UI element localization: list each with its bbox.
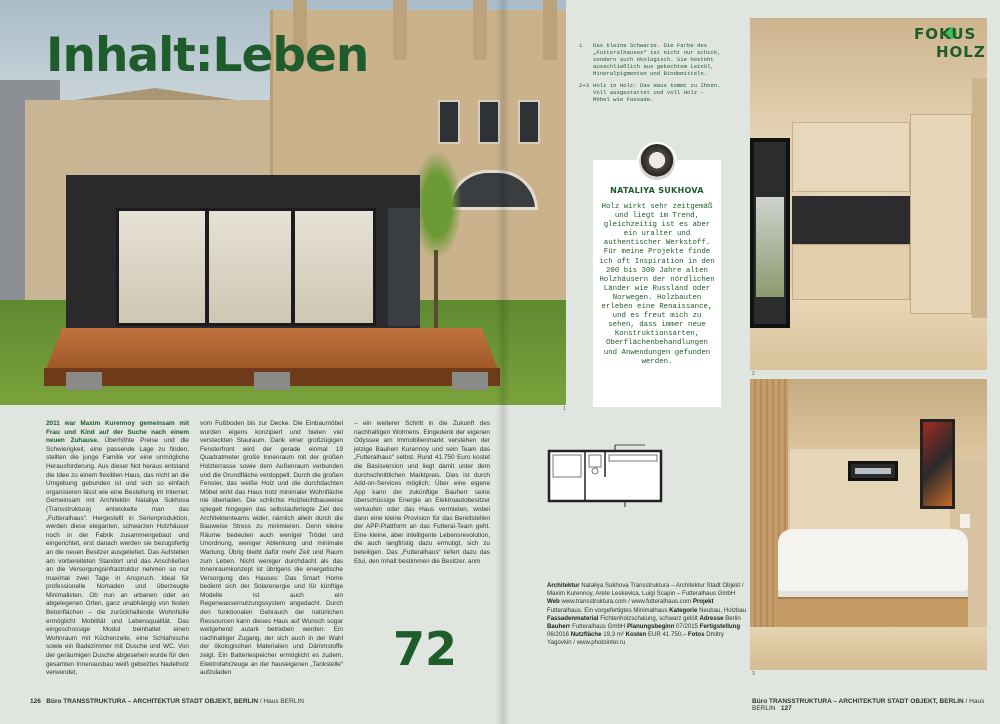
info-value: Dmitry Yagovkin / www.photointer.ru	[547, 631, 724, 647]
small-window	[848, 461, 898, 481]
info-label: Fertigstellung	[699, 623, 741, 631]
tower	[543, 0, 557, 60]
info-label: Bauherr	[547, 623, 571, 631]
folio-left	[30, 698, 304, 705]
architect-portrait	[637, 142, 677, 182]
info-value: Nataliya Sukhova Transstruktura – Architektur Stadt Objekt / Maxim Kurennoy, Arete Leskevica, Luigi Scapin – Futteralhaus GmbH	[547, 582, 744, 598]
window-view	[855, 468, 891, 474]
quote-author: NATALIYA SUKHOVA	[610, 186, 704, 195]
photo-bedroom-nook	[750, 379, 987, 670]
logo-line-2: HOLZ	[936, 43, 986, 61]
quote-text: Holz wirkt sehr zeitgemäß und liegt im Trend, gleichzeitig ist es aber ein uralter und authentischer Werkstoff. Für meine Projekte finde ich oft Inspiration in den 200 bis 300 Jahre alten Holzhäusern der nördlichen Länder wie Russland oder Norwegen. Holzbauten erleben eine Renaissance, und es freut mich zu sehen, dass immer neue Konstruktionsarten, Oberflächenbehandlungen und Anwendungen gefunden werden.	[599, 203, 715, 366]
info-label: Architektur	[547, 582, 580, 589]
wood-floor	[750, 627, 987, 670]
body-text: – ein weiterer Schritt in die Zukunft des nachhaltigen Wohnens. Eingedenk der eigenen Odyssee am Immobilienmarkt verstehen der jetzige Bauherr Kurennoy und sein Team das „Futteralhaus“ selbst. Rund 41.750 Euro kostet die Basisversion und liegt damit unter dem durchschnittlichen Marktpreis. Dies ist durch Add-on-Services möglich: Über eine eigene App kann der zukünftige Bauherr seine überschüssige Energie an Elektroautobesitzer verkaufen oder das Haus vermieten, wobei dann eine kleine Provision für das Bereitstellen der APP-Plattform an das Futteral-Team geht. Eine kleine, aber intelligente Lebensrevolution, die auch langfristig dazu ermutigt, sich zu beteiligen. Das „Futteralhaus“ liefert dazu das Etui, den Inhalt bestimmen die Besitzer. anm	[354, 420, 490, 565]
photo-kitchen-interior	[750, 18, 987, 370]
info-value: Berlin	[723, 614, 741, 622]
info-value: 19,3 m²	[601, 631, 626, 639]
folio-number: 126	[30, 698, 41, 705]
info-value: Neubau, Holzbau	[697, 606, 747, 614]
info-label: Nutzfläche	[570, 631, 602, 639]
caption-number: 1	[579, 42, 583, 49]
project-info	[547, 582, 747, 648]
folio-house: / Haus BERLIN	[752, 698, 985, 712]
caption-text: Holz in Holz: Das Haus kommt zu Ihnen. Voll ausgestattet und voll Holz – Möbel wie Fassade.	[593, 82, 721, 103]
info-value: EUR 41.750,–	[646, 631, 688, 639]
tower	[393, 0, 407, 60]
caption	[579, 42, 723, 77]
text-column-3	[354, 420, 490, 566]
concrete-footing	[254, 372, 290, 390]
text-column-1	[46, 420, 189, 678]
quote-box	[593, 160, 721, 407]
photo-number: 2	[752, 371, 755, 377]
info-value: 07/2015	[674, 623, 700, 631]
info-value: Futteralhaus. Ein vorgefertigtes Minimalhaus	[547, 606, 670, 614]
body-text: Überhöhte Preise und die Schwierigkeit, eine passende Lage zu finden, stellten die junge Familie vor eine unmögliche Herausforderung. Aus dieser Not heraus entstand die Idee zu einem flexiblen Haus, das nicht an die Umgebung gebunden ist und sich so einfach organisieren lässt wie eine Bestellung im Internet. Gemeinsam mit Architektin Nataliya Sukhova (Transstruktura) entwickelte man das „Futteralhaus“. Hergestellt in Serienproduktion, werden diese eleganten, schwarzen Holzhäuser noch in der Fabrik zusammengebaut und eingerichtet, erst danach werden sie bezugsfertig an die neuen Besitzer ausgeliefert. Das Aufstellen am vorbereiteten Standort und das Anschließen an die Versorgungsinfrastruktur nehmen so nur maximal zwei Tage in Anspruch. Ideal für professionelle Nomaden und überzeugte Minimalisten. Ob nun an urbanen oder an abgelegenen Orten, ganz unabhängig von festen Betonflächen – die zurückhaltende Wohnhülle ermöglicht Mobilität und Lebensqualität. Das eingeschossige Modul beinhaltet einen Wohnraum mit Küchenzeile, eine Schlafnische sowie ein Badezimmer mit Dusche und WC. Von der geräumigen Dusche abgesehen wurde für den gesamten Innenausbau weiß gebeiztes Nadelholz verwendet,	[46, 437, 189, 677]
info-label: Planungsbeginn	[626, 623, 675, 631]
info-label: Kosten	[625, 631, 647, 639]
cabin-glass-front	[116, 208, 376, 326]
wall-panel	[972, 78, 987, 318]
info-label: Kategorie	[669, 606, 698, 614]
info-label: Fotos	[687, 631, 705, 639]
kitchen-counter	[792, 196, 910, 244]
info-label: Adresse	[699, 614, 724, 622]
tall-cabinet	[910, 114, 972, 314]
black-wooden-cabin	[66, 175, 420, 335]
wall-poster	[920, 419, 955, 509]
lead-text: 2011 war Maxim Kurennoy gemeinsam mit Frau und Kind auf der Suche nach einem neuen Zuhause.	[46, 420, 189, 445]
cabin-side-panel	[388, 208, 420, 326]
gutter-shadow	[496, 0, 510, 724]
page-number-large: 72	[393, 622, 458, 676]
tower	[473, 0, 487, 60]
bed-base-drawers	[778, 597, 968, 627]
photo-number: 1	[563, 406, 566, 412]
info-value: 06/2016	[547, 631, 571, 639]
factory-window	[438, 100, 460, 144]
concrete-footing	[452, 372, 488, 390]
light-switch	[960, 514, 970, 528]
tree-trunk	[434, 250, 438, 335]
glass-door	[750, 138, 790, 328]
folio-office: Büro TRANSSTRUKTURA – ARCHITEKTUR STADT OBJEKT, BERLIN	[752, 698, 964, 705]
logo-line-1: FOKUS	[914, 25, 977, 43]
bed	[778, 529, 968, 599]
caption-text: Das kleine Schwarze. Die Farbe des „Futteralhauses“ ist nicht nur schick, sondern auch ökologisch. Sie besteht ausschließlich aus gekochtem Leinöl, Mineralpigmenten und Bindemitteln.	[593, 42, 721, 77]
caption	[579, 82, 723, 103]
window-mullion	[205, 211, 209, 323]
body-text: vom Fußboden bis zur Decke. Die Einbaumöbel wurden eigens konzipiert und bieten viel versteckten Stauraum. Dank einer großzügigen Fensterfront wird der gerade einmal 19 Quadratmeter große Innenraum mit der großen Holzterrasse sowie dem Außenraum verbunden und die Grundfläche verdoppelt. Durch die großen Fenster, das weiße Holz und die durchdachten Möbel wirkt das Haus trotz minimaler Wohnfläche nie überladen. Die schlichte Holzleichtbauweise spiegelt hingegen das selbstauferlegte Ziel des Architektenteams wider, nämlich allein durch die Bauweise Stress zu minimieren. Denn kleine Räume bedeuten auch weniger Trödel und Unordnung, weniger Ablenkung und minimale Wartung. Übrig bleibt dafür mehr Zeit und Raum zum Leben. Nicht weniger durchdacht als das Innenraumkonzept ist übrigens die energetische Versorgung des Hauses: Das Smart Home bedient sich der Solarenergie und für künftige Modelle ist auch ein Regenwassernutzungssystem angedacht. Durch den funktionalen Gebrauch der natürlichen Ressourcen kann dieses Haus auf Wunsch sogar weitgehend autark betrieben werden. Ein nachhaltiger Zugang, der sich auch in der Wahl der ökologischen Materialien und Dämmstoffe zeigt. Ein Batteriespeicher ermöglicht es zudem, Elektrofahrzeuge an der hauseigenen „Tankstelle“ aufzuladen	[200, 420, 343, 677]
article-title: Inhalt:Leben	[46, 28, 369, 83]
upper-cabinets	[792, 122, 910, 192]
folio-right	[752, 698, 1000, 712]
door-view	[756, 197, 784, 297]
info-value: Futteralhaus GmbH	[570, 623, 627, 631]
fokus-holz-logo	[914, 25, 986, 69]
info-value: Fichtenholzschalung, schwarz gelölt	[598, 614, 700, 622]
window-mullion	[291, 211, 295, 323]
info-label: Projekt	[692, 598, 714, 606]
info-label: Fassadenmaterial	[547, 614, 599, 622]
photo-number: 3	[752, 671, 755, 677]
photo-captions	[579, 42, 723, 108]
hero-photo-cabin	[0, 0, 566, 405]
info-value: www.transstruktura.com / www.futteralhaus.com	[559, 598, 693, 606]
concrete-footing	[66, 372, 102, 390]
folio-office: Büro TRANSSTRUKTURA – ARCHITEKTUR STADT OBJEKT, BERLIN	[46, 698, 259, 705]
info-label: Web	[547, 598, 560, 606]
folio-house: / Haus BERLIN	[258, 698, 304, 705]
folio-number: 127	[780, 705, 792, 712]
text-column-2	[200, 420, 343, 678]
caption-number: 2+3	[579, 82, 590, 89]
lower-cabinets	[792, 244, 910, 300]
factory-window	[518, 100, 540, 144]
floor-plan-drawing	[545, 437, 665, 515]
